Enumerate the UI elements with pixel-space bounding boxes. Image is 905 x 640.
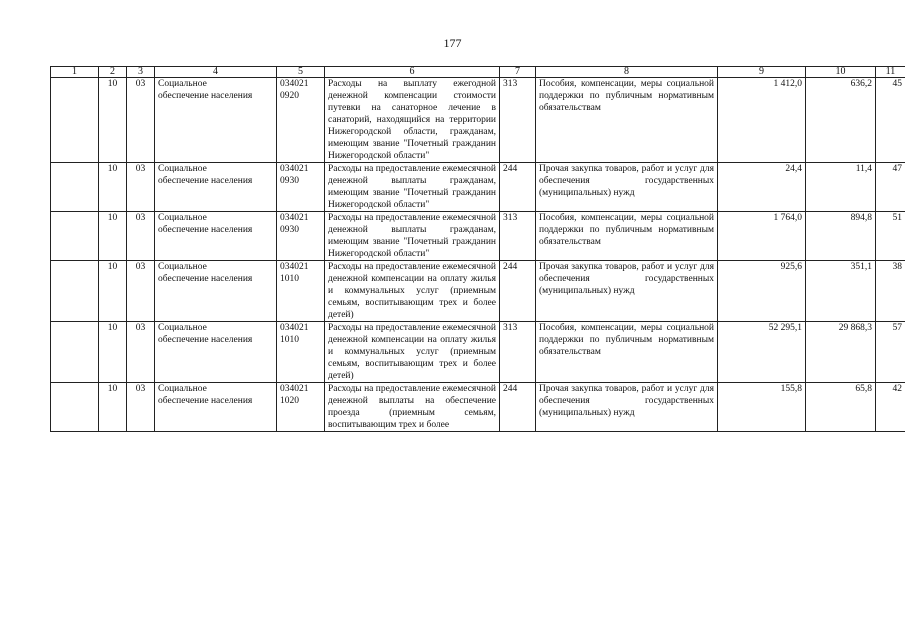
- table-row: [51, 78, 905, 163]
- cell-expense-description: Расходы на предоставление ежемесячной денежной выплаты гражданам, имеющим звание "Почетный гражданин Нижегородской области": [325, 163, 500, 212]
- cell-section-name: Социальное обеспечение населения: [155, 383, 277, 432]
- table-row: [51, 163, 905, 212]
- cell-expense-type-code: 313: [500, 212, 536, 261]
- col-header-2: 2: [99, 67, 127, 78]
- cell-expense-type-code: 244: [500, 383, 536, 432]
- cell-expense-type-code: 313: [500, 78, 536, 163]
- cell-subsection: 03: [127, 322, 155, 383]
- table-row: [51, 322, 905, 383]
- cell-expense-description: Расходы на предоставление ежемесячной денежной компенсации на оплату жилья и коммунальных услуг (приемным семьям, воспитывающим трех и более детей): [325, 322, 500, 383]
- page-number: 177: [443, 36, 462, 50]
- cell-subsection: 03: [127, 383, 155, 432]
- col-header-1: 1: [51, 67, 99, 78]
- table-row: [51, 383, 905, 432]
- cell-section: 10: [99, 163, 127, 212]
- cell-percent: 38: [876, 261, 905, 322]
- cell-amount-actual: 29 868,3: [806, 322, 876, 383]
- cell-section: 10: [99, 261, 127, 322]
- cell-section: 10: [99, 383, 127, 432]
- cell-amount-plan: 1 764,0: [718, 212, 806, 261]
- cell-amount-plan: 155,8: [718, 383, 806, 432]
- cell-amount-actual: 894,8: [806, 212, 876, 261]
- table-row: [51, 212, 905, 261]
- col-header-5: 5: [277, 67, 325, 78]
- cell-expense-type-code: 244: [500, 163, 536, 212]
- cell-section-name: Социальное обеспечение населения: [155, 261, 277, 322]
- cell-amount-plan: 1 412,0: [718, 78, 806, 163]
- col-header-6: 6: [325, 67, 500, 78]
- cell-amount-plan: 52 295,1: [718, 322, 806, 383]
- col-header-8: 8: [536, 67, 718, 78]
- cell-section-name: Социальное обеспечение населения: [155, 322, 277, 383]
- cell-expense-description: Расходы на предоставление ежемесячной денежной выплаты на обеспечение проезда (приемным семьям, воспитывающим трех и более: [325, 383, 500, 432]
- cell-section: 10: [99, 212, 127, 261]
- cell-col-1: [51, 78, 99, 163]
- cell-amount-plan: 24,4: [718, 163, 806, 212]
- cell-percent: 47: [876, 163, 905, 212]
- cell-section-name: Социальное обеспечение населения: [155, 212, 277, 261]
- header-row: [51, 67, 905, 78]
- cell-col-1: [51, 261, 99, 322]
- cell-expense-type-name: Пособия, компенсации, меры социальной поддержки по публичным нормативным обязательствам: [536, 212, 718, 261]
- cell-subsection: 03: [127, 78, 155, 163]
- cell-percent: 57: [876, 322, 905, 383]
- cell-target-code: 034021 0920: [277, 78, 325, 163]
- col-header-7: 7: [500, 67, 536, 78]
- cell-expense-description: Расходы на предоставление ежемесячной денежной выплаты гражданам, имеющим звание "Почетный гражданин Нижегородской области": [325, 212, 500, 261]
- cell-amount-actual: 11,4: [806, 163, 876, 212]
- cell-col-1: [51, 212, 99, 261]
- cell-col-1: [51, 383, 99, 432]
- cell-expense-description: Расходы на предоставление ежемесячной денежной компенсации на оплату жилья и коммунальных услуг (приемным семьям, воспитывающим трех и более детей): [325, 261, 500, 322]
- cell-expense-type-name: Пособия, компенсации, меры социальной поддержки по публичным нормативным обязательствам: [536, 78, 718, 163]
- cell-target-code: 034021 0930: [277, 163, 325, 212]
- cell-target-code: 034021 0930: [277, 212, 325, 261]
- cell-section: 10: [99, 322, 127, 383]
- cell-amount-plan: 925,6: [718, 261, 806, 322]
- cell-percent: 51: [876, 212, 905, 261]
- cell-expense-type-name: Прочая закупка товаров, работ и услуг для обеспечения государственных (муниципальных) нужд: [536, 383, 718, 432]
- cell-expense-type-code: 313: [500, 322, 536, 383]
- col-header-11: 11: [876, 67, 905, 78]
- col-header-9: 9: [718, 67, 806, 78]
- cell-col-1: [51, 163, 99, 212]
- budget-table: [50, 66, 905, 432]
- col-header-10: 10: [806, 67, 876, 78]
- cell-section: 10: [99, 78, 127, 163]
- cell-percent: 45: [876, 78, 905, 163]
- cell-expense-type-name: Пособия, компенсации, меры социальной поддержки по публичным нормативным обязательствам: [536, 322, 718, 383]
- cell-expense-description: Расходы на выплату ежегодной денежной компенсации стоимости путевки на санаторное лечение в санаторий, находящийся на территории Нижегородской области, гражданам, имеющим звание "Почетный гражданин Нижегородской области": [325, 78, 500, 163]
- cell-amount-actual: 65,8: [806, 383, 876, 432]
- cell-subsection: 03: [127, 261, 155, 322]
- col-header-4: 4: [155, 67, 277, 78]
- cell-section-name: Социальное обеспечение населения: [155, 78, 277, 163]
- table-row: [51, 261, 905, 322]
- cell-target-code: 034021 1010: [277, 261, 325, 322]
- cell-subsection: 03: [127, 212, 155, 261]
- cell-section-name: Социальное обеспечение населения: [155, 163, 277, 212]
- cell-expense-type-name: Прочая закупка товаров, работ и услуг для обеспечения государственных (муниципальных) нужд: [536, 261, 718, 322]
- cell-percent: 42: [876, 383, 905, 432]
- cell-target-code: 034021 1020: [277, 383, 325, 432]
- cell-subsection: 03: [127, 163, 155, 212]
- cell-expense-type-name: Прочая закупка товаров, работ и услуг для обеспечения государственных (муниципальных) нужд: [536, 163, 718, 212]
- col-header-3: 3: [127, 67, 155, 78]
- cell-col-1: [51, 322, 99, 383]
- cell-target-code: 034021 1010: [277, 322, 325, 383]
- cell-amount-actual: 351,1: [806, 261, 876, 322]
- cell-expense-type-code: 244: [500, 261, 536, 322]
- cell-amount-actual: 636,2: [806, 78, 876, 163]
